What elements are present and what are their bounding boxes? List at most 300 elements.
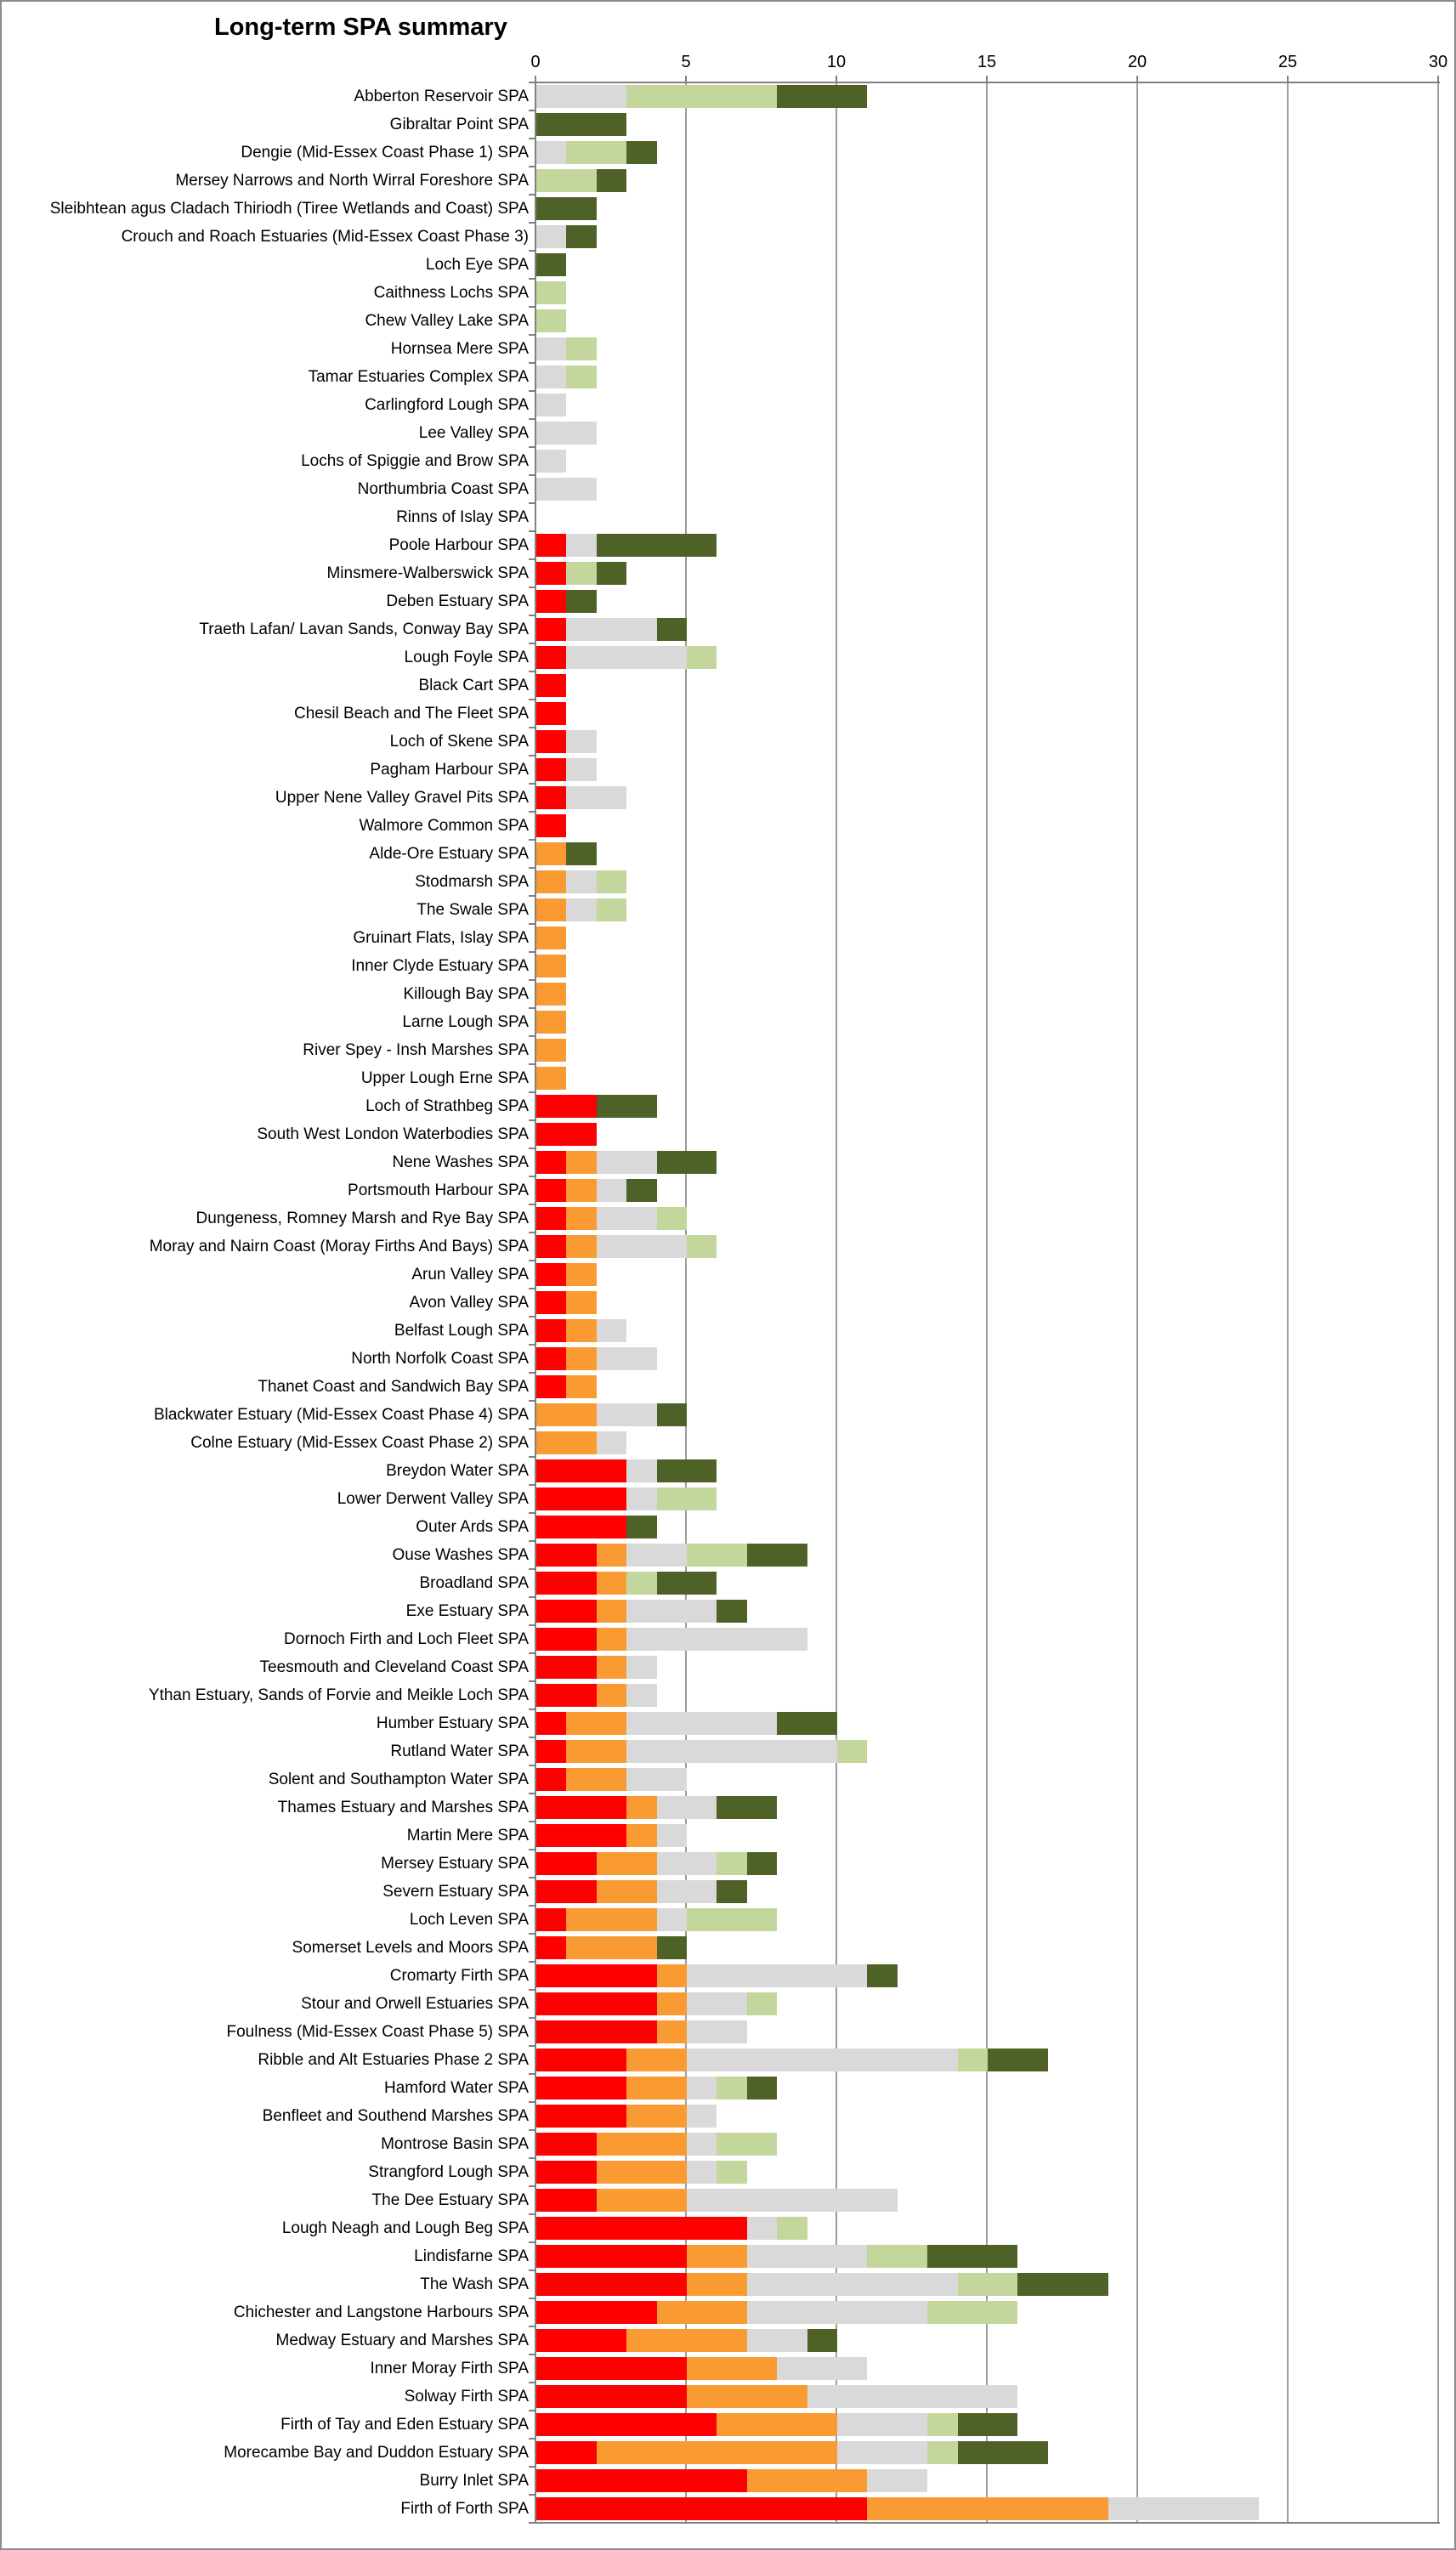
bar-segment-orange — [566, 1375, 596, 1398]
bar-segment-grey — [687, 2048, 958, 2071]
row-label: Rinns of Islay SPA — [396, 508, 529, 526]
bar-segment-grey — [536, 337, 566, 360]
row-label: Belfast Lough SPA — [394, 1322, 529, 1340]
bar-segment-red — [536, 1600, 597, 1623]
bar-segment-grey — [597, 1235, 687, 1258]
bar-segment-light_green — [657, 1207, 687, 1230]
y-axis-tick — [529, 1568, 535, 1570]
bar-segment-light_green — [626, 1572, 656, 1595]
row-label: Solway Firth SPA — [404, 2388, 529, 2406]
bar-segment-dark_green — [536, 113, 626, 136]
bar-segment-grey — [597, 1431, 626, 1454]
bar-segment-light_green — [536, 309, 566, 332]
y-axis-tick — [529, 278, 535, 280]
bar-segment-red — [536, 1291, 566, 1314]
y-axis-tick — [529, 1849, 535, 1850]
bar-segment-grey — [566, 534, 596, 557]
bar-segment-orange — [747, 2469, 868, 2492]
bar-segment-red — [536, 1768, 566, 1791]
bar-segment-dark_green — [747, 2077, 777, 2100]
y-axis-tick — [529, 643, 535, 644]
bar-segment-red — [536, 1628, 597, 1651]
bar-segment-red — [536, 786, 566, 809]
bar-segment-orange — [597, 2133, 687, 2156]
bar-segment-grey — [837, 2441, 927, 2464]
bar-segment-light_green — [958, 2273, 1018, 2296]
bar-segment-orange — [597, 2441, 837, 2464]
bar-segment-orange — [626, 2329, 747, 2352]
row-label: Traeth Lafan/ Lavan Sands, Conway Bay SPA — [199, 620, 529, 638]
bar-segment-orange — [867, 2497, 1108, 2520]
row-label: The Wash SPA — [420, 2275, 529, 2293]
y-axis-tick — [529, 1737, 535, 1738]
y-axis-tick — [529, 1624, 535, 1626]
bar-segment-red — [536, 702, 566, 725]
bar-segment-red — [536, 534, 566, 557]
y-axis-tick — [529, 1905, 535, 1907]
bar-segment-dark_green — [717, 1796, 777, 1819]
bar-segment-red — [536, 758, 566, 781]
bar-segment-grey — [536, 225, 566, 248]
bar-segment-dark_green — [657, 1572, 717, 1595]
bar-segment-grey — [566, 730, 596, 753]
y-axis-tick — [529, 1765, 535, 1766]
row-label: Northumbria Coast SPA — [357, 480, 529, 498]
row-label: Lochs of Spiggie and Brow SPA — [301, 452, 529, 470]
row-label: Carlingford Lough SPA — [365, 396, 529, 414]
bar-segment-red — [536, 1824, 626, 1847]
row-label: Nene Washes SPA — [392, 1153, 529, 1171]
bar-segment-grey — [777, 2357, 867, 2380]
row-label: Dungeness, Romney Marsh and Rye Bay SPA — [195, 1210, 529, 1227]
bar-segment-light_green — [536, 281, 566, 304]
y-axis-tick — [529, 1680, 535, 1682]
bar-segment-red — [536, 2469, 747, 2492]
row-label: Alde-Ore Estuary SPA — [369, 845, 529, 863]
y-axis-tick — [529, 2326, 535, 2327]
row-label: Colne Estuary (Mid-Essex Coast Phase 2) SPA — [190, 1434, 529, 1452]
y-axis-tick — [529, 1288, 535, 1289]
y-axis-tick — [529, 1035, 535, 1037]
bar-segment-grey — [597, 1319, 626, 1342]
y-axis-tick — [529, 222, 535, 224]
bar-segment-orange — [566, 1263, 596, 1286]
y-axis-tick — [529, 82, 535, 83]
bar-segment-dark_green — [988, 2048, 1048, 2071]
bar-segment-red — [536, 618, 566, 641]
row-label: Hamford Water SPA — [384, 2079, 529, 2097]
y-axis-tick — [529, 1596, 535, 1598]
row-label: Lough Foyle SPA — [404, 649, 529, 666]
row-label: Poole Harbour SPA — [388, 536, 529, 554]
bar-segment-grey — [536, 422, 597, 445]
bar-segment-red — [536, 2133, 597, 2156]
bar-segment-red — [536, 2245, 687, 2268]
x-tick-label: 5 — [681, 53, 691, 71]
bar-segment-light_green — [958, 2048, 988, 2071]
bar-segment-grey — [747, 2329, 807, 2352]
y-axis-tick — [529, 2241, 535, 2243]
y-axis-tick — [529, 250, 535, 252]
row-label: The Swale SPA — [416, 901, 529, 919]
y-axis-tick — [529, 979, 535, 981]
bar-segment-grey — [536, 478, 597, 501]
bar-segment-grey — [657, 1880, 717, 1903]
row-label: Ribble and Alt Estuaries Phase 2 SPA — [258, 2051, 529, 2069]
x-tick-label: 30 — [1428, 53, 1448, 71]
bar-segment-orange — [536, 870, 566, 893]
row-label: Blackwater Estuary (Mid-Essex Coast Phase 4) SPA — [153, 1406, 529, 1424]
bar-segment-grey — [566, 898, 596, 921]
row-label: Broadland SPA — [419, 1574, 529, 1592]
row-label: Killough Bay SPA — [403, 985, 529, 1003]
bar-segment-orange — [657, 1964, 687, 1987]
bar-segment-grey — [657, 1908, 687, 1931]
bar-segment-grey — [597, 1403, 657, 1426]
y-axis-tick — [529, 334, 535, 336]
row-label: Lough Neagh and Lough Beg SPA — [281, 2219, 529, 2237]
bar-segment-light_green — [626, 85, 777, 108]
bar-segment-light_green — [687, 1235, 717, 1258]
y-axis-tick — [529, 2382, 535, 2383]
bar-segment-dark_green — [626, 1179, 656, 1202]
y-axis-tick — [529, 474, 535, 476]
bar-segment-dark_green — [807, 2329, 837, 2352]
bar-segment-red — [536, 1095, 597, 1118]
bar-segment-grey — [657, 1824, 687, 1847]
y-axis-tick — [529, 755, 535, 756]
bar-segment-light_green — [566, 366, 596, 388]
y-axis-tick — [529, 530, 535, 532]
bar-segment-grey — [597, 1179, 626, 1202]
x-tick-label: 20 — [1127, 53, 1147, 71]
row-label: Breydon Water SPA — [386, 1462, 529, 1480]
bar-segment-red — [536, 2385, 687, 2408]
bar-segment-dark_green — [597, 169, 626, 192]
row-label: Larne Lough SPA — [402, 1013, 529, 1031]
row-label: Thanet Coast and Sandwich Bay SPA — [258, 1378, 529, 1396]
row-label: Benfleet and Southend Marshes SPA — [262, 2107, 529, 2125]
bar-segment-red — [536, 1516, 626, 1538]
row-label: Firth of Forth SPA — [400, 2500, 529, 2518]
bar-segment-light_green — [597, 870, 626, 893]
y-axis-tick — [529, 2157, 535, 2159]
bar-segment-grey — [687, 2105, 717, 2128]
row-label: Strangford Lough SPA — [368, 2163, 529, 2181]
bar-segment-light_green — [717, 2161, 746, 2184]
row-label: Chichester and Langstone Harbours SPA — [233, 2304, 529, 2321]
bar-segment-grey — [747, 2245, 868, 2268]
x-axis-line-bottom — [529, 2522, 1440, 2524]
row-label: Exe Estuary SPA — [405, 1602, 529, 1620]
bar-segment-orange — [657, 1992, 687, 2015]
y-axis-tick — [529, 1063, 535, 1065]
bar-segment-grey — [536, 141, 566, 164]
bar-segment-dark_green — [536, 253, 566, 276]
bar-segment-orange — [687, 2385, 807, 2408]
y-axis-tick — [529, 2494, 535, 2496]
x-tick-label: 25 — [1278, 53, 1298, 71]
bar-segment-orange — [657, 2020, 687, 2043]
bar-segment-grey — [536, 85, 626, 108]
row-label: Solent and Southampton Water SPA — [268, 1771, 529, 1788]
y-axis-tick — [529, 839, 535, 841]
chart-title: Long-term SPA summary — [214, 14, 507, 41]
bar-segment-grey — [597, 1347, 657, 1370]
row-label: Montrose Basin SPA — [381, 2135, 529, 2153]
row-label: River Spey - Insh Marshes SPA — [303, 1041, 529, 1059]
row-label: Inner Clyde Estuary SPA — [351, 957, 529, 975]
bar-segment-orange — [626, 1796, 656, 1819]
y-axis-tick — [529, 1821, 535, 1822]
bar-segment-dark_green — [626, 141, 656, 164]
bar-segment-light_green — [597, 898, 626, 921]
bar-segment-orange — [536, 1431, 597, 1454]
y-axis-tick — [529, 1708, 535, 1710]
bar-segment-red — [536, 730, 566, 753]
bar-segment-orange — [597, 1544, 626, 1567]
bar-segment-light_green — [867, 2245, 927, 2268]
bar-segment-dark_green — [597, 1095, 657, 1118]
bar-segment-light_green — [927, 2413, 957, 2436]
y-axis-tick — [529, 2466, 535, 2468]
bar-segment-red — [536, 814, 566, 837]
bar-segment-red — [536, 1656, 597, 1679]
bar-segment-grey — [657, 1852, 717, 1875]
bar-segment-grey — [867, 2469, 927, 2492]
row-label: Dornoch Firth and Loch Fleet SPA — [284, 1630, 529, 1648]
y-axis-tick — [529, 1400, 535, 1402]
y-axis-tick — [529, 727, 535, 728]
bar-segment-red — [536, 1796, 626, 1819]
x-tick-label: 15 — [977, 53, 997, 71]
y-axis-tick — [529, 2522, 535, 2524]
row-label: Lee Valley SPA — [418, 424, 529, 442]
y-axis-tick — [529, 867, 535, 869]
bar-segment-orange — [536, 983, 566, 1006]
y-axis-tick — [529, 1456, 535, 1458]
y-axis-tick — [529, 2410, 535, 2411]
bar-segment-dark_green — [657, 1403, 687, 1426]
bar-segment-light_green — [566, 141, 626, 164]
row-label: Loch of Skene SPA — [389, 733, 529, 751]
row-label: Pagham Harbour SPA — [370, 761, 529, 779]
bar-segment-orange — [566, 1319, 596, 1342]
row-label: Morecambe Bay and Duddon Estuary SPA — [224, 2444, 529, 2462]
y-axis-tick — [529, 951, 535, 953]
bar-segment-dark_green — [927, 2245, 1017, 2268]
bar-segment-grey — [626, 1656, 656, 1679]
y-axis-tick — [529, 1148, 535, 1149]
y-axis-tick — [529, 138, 535, 139]
bar-segment-red — [536, 1235, 566, 1258]
y-axis-tick — [529, 110, 535, 111]
bar-segment-orange — [536, 1067, 566, 1090]
bar-segment-red — [536, 2161, 597, 2184]
row-label: Chew Valley Lake SPA — [365, 312, 529, 330]
row-label: Moray and Nairn Coast (Moray Firths And Bays) SPA — [149, 1238, 529, 1255]
bar-segment-orange — [597, 1852, 657, 1875]
y-axis-tick — [529, 895, 535, 897]
bar-segment-orange — [626, 2105, 687, 2128]
bar-segment-light_green — [717, 1852, 746, 1875]
bar-segment-grey — [626, 1600, 717, 1623]
bar-segment-dark_green — [958, 2413, 1018, 2436]
y-axis-tick — [529, 1316, 535, 1318]
y-axis-tick — [529, 194, 535, 196]
row-label: Burry Inlet SPA — [419, 2472, 529, 2490]
bar-segment-red — [536, 1207, 566, 1230]
bar-segment-light_green — [687, 1908, 777, 1931]
bar-segment-grey — [566, 618, 656, 641]
row-label: Upper Nene Valley Gravel Pits SPA — [275, 789, 529, 807]
bar-segment-light_green — [536, 169, 597, 192]
bar-segment-red — [536, 2497, 867, 2520]
bar-segment-red — [536, 1740, 566, 1763]
y-axis-tick — [529, 811, 535, 813]
bar-segment-grey — [687, 1992, 747, 2015]
bar-segment-grey — [626, 1488, 656, 1510]
bar-segment-dark_green — [747, 1852, 777, 1875]
bar-segment-red — [536, 1684, 597, 1707]
bar-segment-red — [536, 1375, 566, 1398]
bar-segment-grey — [566, 758, 596, 781]
bar-segment-dark_green — [597, 562, 626, 585]
y-axis-tick — [529, 2298, 535, 2299]
bar-segment-orange — [536, 1011, 566, 1034]
bar-segment-dark_green — [657, 1936, 687, 1959]
bar-segment-grey — [657, 1796, 717, 1819]
bar-segment-grey — [687, 2020, 747, 2043]
y-axis-tick — [529, 586, 535, 588]
bar-segment-grey — [566, 646, 687, 669]
x-axis-line-top — [529, 82, 1440, 83]
y-axis-tick — [529, 2213, 535, 2215]
row-label: Firth of Tay and Eden Estuary SPA — [280, 2416, 529, 2434]
row-label: Stour and Orwell Estuaries SPA — [301, 1995, 529, 2013]
bar-segment-red — [536, 2105, 626, 2128]
row-label: Caithness Lochs SPA — [373, 284, 529, 302]
bar-segment-grey — [566, 870, 596, 893]
bar-segment-light_green — [657, 1488, 717, 1510]
y-axis-tick — [529, 1119, 535, 1121]
y-axis-tick — [529, 1933, 535, 1935]
y-axis-tick — [529, 699, 535, 700]
row-label: Abberton Reservoir SPA — [354, 88, 529, 105]
bar-segment-dark_green — [566, 590, 596, 613]
x-gridline — [1136, 82, 1138, 2523]
bar-segment-grey — [626, 1684, 656, 1707]
bar-segment-orange — [597, 2161, 687, 2184]
bar-segment-dark_green — [747, 1544, 807, 1567]
y-axis-tick — [529, 306, 535, 308]
y-axis-tick — [529, 446, 535, 448]
bar-segment-orange — [566, 1740, 626, 1763]
bar-segment-grey — [626, 1544, 687, 1567]
bar-segment-red — [536, 1992, 657, 2015]
bar-segment-orange — [626, 1824, 656, 1847]
y-axis-tick — [529, 2129, 535, 2131]
row-label: Severn Estuary SPA — [382, 1883, 529, 1901]
y-axis-tick — [529, 615, 535, 616]
row-label: Lindisfarne SPA — [414, 2247, 529, 2265]
bar-segment-red — [536, 1151, 566, 1174]
row-label: North Norfolk Coast SPA — [351, 1350, 529, 1368]
bar-segment-grey — [597, 1151, 657, 1174]
bar-segment-red — [536, 2413, 717, 2436]
x-gridline — [986, 82, 988, 2523]
y-axis-tick — [529, 783, 535, 785]
row-label: Deben Estuary SPA — [386, 592, 529, 610]
bar-segment-dark_green — [657, 618, 687, 641]
row-label: Lower Derwent Valley SPA — [337, 1490, 529, 1508]
row-label: Portsmouth Harbour SPA — [348, 1182, 529, 1199]
bar-segment-red — [536, 1936, 566, 1959]
bar-segment-orange — [566, 1908, 656, 1931]
bar-segment-orange — [597, 1880, 657, 1903]
y-axis-tick — [529, 2073, 535, 2075]
y-axis-tick — [529, 2185, 535, 2187]
bar-segment-grey — [747, 2301, 927, 2324]
bar-segment-orange — [566, 1936, 656, 1959]
y-axis-tick — [529, 166, 535, 167]
bar-segment-dark_green — [777, 1712, 837, 1735]
bar-segment-grey — [626, 1768, 687, 1791]
bar-segment-orange — [566, 1207, 596, 1230]
bar-segment-dark_green — [566, 225, 596, 248]
y-axis-tick — [529, 1877, 535, 1878]
x-tick-label: 0 — [530, 53, 541, 71]
bar-segment-orange — [597, 1572, 626, 1595]
bar-segment-red — [536, 2441, 597, 2464]
bar-segment-grey — [837, 2413, 927, 2436]
row-label: South West London Waterbodies SPA — [257, 1125, 529, 1143]
row-label: Chesil Beach and The Fleet SPA — [293, 705, 529, 722]
bar-segment-red — [536, 2048, 626, 2071]
bar-segment-red — [536, 2189, 597, 2212]
row-label: Minsmere-Walberswick SPA — [326, 564, 529, 582]
bar-segment-light_green — [927, 2441, 957, 2464]
bar-segment-orange — [687, 2245, 747, 2268]
bar-segment-orange — [536, 955, 566, 978]
bar-segment-grey — [536, 450, 566, 473]
row-label: Gruinart Flats, Islay SPA — [353, 929, 529, 947]
row-label: Black Cart SPA — [418, 677, 529, 694]
y-axis-tick — [529, 1344, 535, 1346]
row-label: Crouch and Roach Estuaries (Mid-Essex Coast Phase 3) — [121, 228, 529, 246]
x-gridline — [836, 82, 837, 2523]
row-label: Hornsea Mere SPA — [390, 340, 529, 358]
bar-segment-light_green — [927, 2301, 1017, 2324]
y-axis-tick — [529, 923, 535, 925]
row-label: Mersey Narrows and North Wirral Foreshore SPA — [175, 172, 529, 190]
bar-segment-red — [536, 1908, 566, 1931]
bar-segment-light_green — [717, 2133, 777, 2156]
x-tick-label: 10 — [826, 53, 847, 71]
bar-segment-red — [536, 2273, 687, 2296]
bar-segment-red — [536, 1572, 597, 1595]
bar-segment-orange — [687, 2357, 777, 2380]
bar-segment-orange — [566, 1179, 596, 1202]
row-label: Gibraltar Point SPA — [389, 116, 529, 133]
bar-segment-orange — [566, 1712, 626, 1735]
row-label: Arun Valley SPA — [411, 1266, 529, 1284]
bar-segment-grey — [687, 2161, 717, 2184]
x-gridline — [1437, 82, 1439, 2523]
bar-segment-red — [536, 1880, 597, 1903]
bar-segment-red — [536, 1459, 626, 1482]
bar-segment-red — [536, 1319, 566, 1342]
